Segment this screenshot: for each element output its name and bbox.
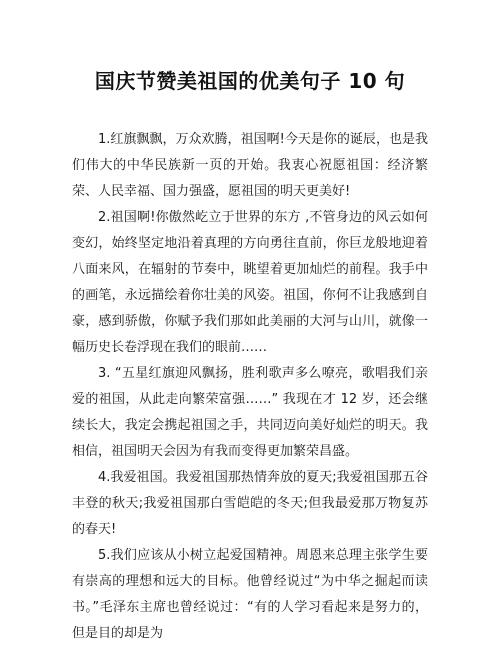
paragraph-5: 5.我们应该从小树立起爱国精神。周恩来总理主张学生要有崇高的理想和远大的目标。他曾经说过“为中华之掘起而读书。”毛泽东主席也曾经说过：“有的人学习看起来是努力的，但是目的却是为 [72, 548, 428, 641]
paragraph-3: 3. “五星红旗迎风飘扬，胜利歌声多么嘹亮，歌唱我们亲爱的祖国，从此走向繁荣富强……” 我现在才 12 岁，还会继续长大，我定会携起祖国之手，共同迈向美好灿烂的明天。我相信，祖国明天会因为有我而变得更加繁荣昌盛。 [72, 366, 428, 459]
document-body [72, 127, 428, 647]
paragraph-2: 2.祖国啊!你傲然屹立于世界的东方 ,不管身边的风云如何变幻，始终坚定地沿着真理的方向勇往直前，你巨龙般地迎着八面来风，在辐射的节奏中，眺望着更加灿烂的前程。我手中的画笔，永远描绘着你壮美的风姿。祖国，你何不让我感到自豪，感到骄傲，你赋予我们那如此美丽的大河与山川，就像一幅历史长卷浮现在我们的眼前…… [72, 210, 428, 355]
paragraph-4: 4.我爱祖国。我爱祖国那热情奔放的夏天;我爱祖国那五谷丰登的秋天;我爱祖国那白雪皑皑的冬天;但我最爱那万物复苏的春天! [72, 470, 428, 537]
document-title: 国庆节赞美祖国的优美句子 10 句 [94, 69, 406, 93]
paragraph-1: 1.红旗飘飘，万众欢腾，祖国啊!今天是你的诞辰，也是我们伟大的中华民族新一页的开始。我衷心祝愿祖国：经济繁荣、人民幸福、国力强盛，愿祖国的明天更美好! [72, 132, 428, 199]
